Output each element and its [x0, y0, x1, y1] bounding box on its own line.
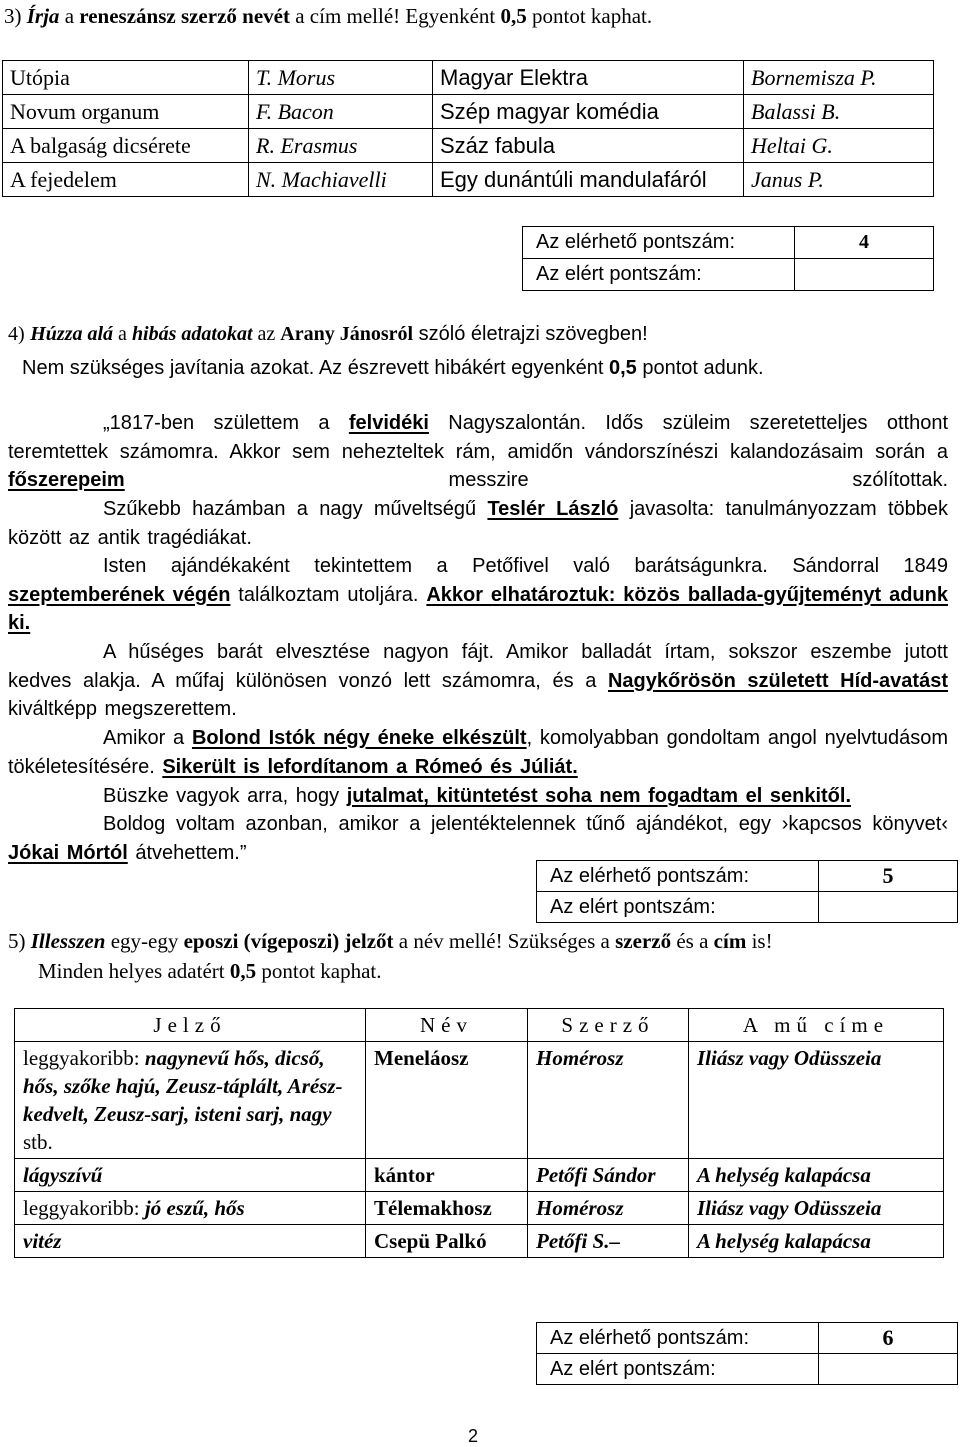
q3-author: Bornemisza P. — [744, 61, 934, 95]
q4-text: átvehettem.” — [127, 841, 247, 864]
q4-verb: Húzza alá — [30, 323, 114, 345]
q4-text: Boldog voltam azonban, amikor a jelentéktelennek tűnő ajándékot, egy ›kapcsos könyvet‹ — [103, 813, 948, 835]
q4-instruction — [8, 323, 648, 346]
table-row — [3, 61, 934, 95]
name-cell: kántor — [366, 1159, 528, 1192]
q3-work: Magyar Elektra — [433, 61, 744, 95]
q3-author: N. Machiavelli — [249, 163, 433, 197]
q4-text: szóló életrajzi szövegben! — [413, 323, 648, 345]
q4-text: kiváltképp megszerettem. — [8, 698, 237, 721]
table-header-row — [15, 1009, 944, 1042]
q5-points: 0,5 — [229, 959, 257, 983]
q4-text: találkoztam utoljára. — [230, 583, 427, 606]
q3-author: R. Erasmus — [249, 129, 433, 163]
name-cell: Télemakhosz — [366, 1192, 528, 1225]
column-header: Jelző — [15, 1009, 366, 1042]
table-row — [3, 129, 934, 163]
name-cell: Csepü Palkó — [366, 1225, 528, 1258]
error-underline[interactable]: Nagykőrösön született Híd-avatást — [607, 669, 948, 692]
q5-text: Minden helyes adatért — [38, 959, 230, 983]
error-underline[interactable]: Jókai Mórtól — [8, 841, 128, 864]
max-score-label: Az elérhető pontszám: — [523, 227, 795, 259]
q3-work: A balgaság dicsérete — [3, 129, 249, 163]
q4-text: , komolyabban gondoltam angol nyelvtudásom tökéletesítésére. — [8, 727, 948, 778]
achieved-score-field[interactable] — [819, 892, 958, 923]
q4-text: Amikor a — [103, 727, 192, 749]
q5-verb: Illesszen — [30, 929, 106, 953]
q4-number: 4) — [8, 323, 25, 345]
q4-highlight-name: Arany Jánosról — [280, 323, 414, 345]
q4-text: a — [113, 323, 132, 345]
q3-text: a — [59, 4, 80, 28]
q3-points: 0,5 — [500, 4, 527, 28]
achieved-score-label: Az elért pontszám: — [537, 1354, 819, 1385]
q4-instruction-line2 — [22, 357, 764, 380]
max-score-value: 4 — [795, 227, 934, 259]
achieved-score-field[interactable] — [795, 259, 934, 291]
q3-number: 3) — [4, 4, 22, 28]
q4-paragraph-2 — [8, 495, 948, 552]
q3-work: Szép magyar komédia — [433, 95, 744, 129]
table-row — [3, 95, 934, 129]
max-score-label: Az elérhető pontszám: — [537, 861, 819, 892]
q4-text: messzire szólítottak. — [124, 469, 948, 492]
q5-text: pontot kaphat. — [256, 959, 382, 983]
author-cell: Homérosz — [528, 1042, 689, 1159]
achieved-score-label: Az elért pontszám: — [537, 892, 819, 923]
q4-text: az — [252, 323, 281, 345]
title-cell: A helység kalapácsa — [689, 1225, 944, 1258]
q4-highlight: hibás adatokat — [131, 323, 253, 345]
column-header: Szerző — [528, 1009, 689, 1042]
achieved-score-field[interactable] — [819, 1354, 958, 1385]
epithet: vitéz — [23, 1229, 62, 1253]
table-row — [15, 1042, 944, 1159]
q3-text: a cím mellé! Egyenként — [289, 4, 501, 28]
author-cell: Homérosz — [528, 1192, 689, 1225]
error-underline[interactable]: szeptemberének végén — [8, 583, 231, 606]
epithet-prefix: leggyakoribb: — [23, 1046, 145, 1070]
q3-author: F. Bacon — [249, 95, 433, 129]
q5-instruction — [8, 929, 773, 954]
q5-number: 5) — [8, 929, 26, 953]
max-score-value: 5 — [819, 861, 958, 892]
title-cell: Iliász vagy Odüsszeia — [689, 1042, 944, 1159]
q3-table — [2, 60, 934, 197]
q3-highlight: reneszánsz szerző nevét — [79, 4, 290, 28]
q4-score-box — [536, 860, 958, 923]
q3-author: Balassi B. — [744, 95, 934, 129]
q4-text: Szűkebb hazámban a nagy műveltségű — [103, 498, 488, 520]
title-cell: A helység kalapácsa — [689, 1159, 944, 1192]
q3-work: Egy dunántúli mandulafáról — [433, 163, 744, 197]
error-underline[interactable]: Bolond Istók négy éneke elkészült — [191, 727, 527, 749]
max-score-label: Az elérhető pontszám: — [537, 1323, 819, 1354]
error-underline[interactable]: Sikerült is lefordítanom a Rómeó és Júliát. — [162, 755, 578, 778]
error-underline[interactable]: felvidéki — [348, 412, 429, 434]
epithet: jó eszű, hős — [144, 1196, 245, 1220]
q4-paragraph-1 — [8, 409, 948, 495]
q5-text: és a — [671, 929, 714, 953]
epithet: nagynevű hős, dicső, hős, szőke hajú, Zeusz-táplált, Arész-kedvelt, Zeusz-sarj, isteni sarj, nagy — [23, 1046, 343, 1126]
title-cell: Iliász vagy Odüsszeia — [689, 1192, 944, 1225]
q4-text: Nem szükséges javítania azokat. Az észrevett hibákért egyenként — [22, 357, 609, 379]
error-underline[interactable]: Teslér László — [487, 498, 619, 520]
q4-paragraph-7 — [8, 810, 948, 867]
q5-text: egy-egy — [105, 929, 184, 953]
q5-highlight: cím — [713, 929, 747, 953]
q4-paragraph-3 — [8, 552, 948, 638]
q5-highlight: eposzi (vígeposzi) jelzőt — [183, 929, 394, 953]
q3-instruction — [4, 4, 652, 29]
q5-table — [14, 1008, 944, 1258]
q4-text: „1817-ben születtem a — [103, 412, 349, 434]
q4-points: 0,5 — [608, 357, 637, 379]
table-row — [15, 1192, 944, 1225]
q3-work: Utópia — [3, 61, 249, 95]
achieved-score-label: Az elért pontszám: — [523, 259, 795, 291]
table-row — [15, 1159, 944, 1192]
q4-paragraph-4 — [8, 638, 948, 724]
q3-text: pontot kaphat. — [526, 4, 653, 28]
error-underline[interactable]: jutalmat, kitüntetést soha nem fogadtam el senkitől. — [346, 785, 852, 807]
author-cell: Petőfi S.– — [528, 1225, 689, 1258]
name-cell: Meneláosz — [366, 1042, 528, 1159]
q4-text: A hűséges barát elvesztése nagyon fájt. Amikor balladát írtam, sokszor eszembe jutott kedves alakja. A műfaj különösen vonzó lett számomra, és a — [8, 641, 948, 692]
q4-text: javasolta: tanulmányozzam többek között az antik tragédiákat. — [8, 498, 948, 549]
table-row — [3, 163, 934, 197]
q4-text: Isten ajándékaként tekintettem a Petőfivel való barátságunkra. Sándorral 1849 — [103, 555, 948, 577]
q4-paragraph-5 — [8, 724, 948, 781]
column-header: Név — [366, 1009, 528, 1042]
q5-text: is! — [746, 929, 773, 953]
q4-text: Büszke vagyok arra, hogy — [103, 785, 347, 807]
q5-score-box — [536, 1322, 958, 1385]
max-score-value: 6 — [819, 1323, 958, 1354]
epithet-cell — [15, 1042, 366, 1159]
epithet-prefix: leggyakoribb: — [23, 1196, 145, 1220]
q3-verb: Írja — [26, 4, 60, 28]
epithet-cell — [15, 1225, 366, 1258]
error-underline[interactable]: főszerepeim — [8, 469, 125, 492]
epithet-cell — [15, 1192, 366, 1225]
q5-text: a név mellé! Szükséges a — [393, 929, 616, 953]
page-number: 2 — [468, 1426, 479, 1446]
q3-score-box — [522, 226, 934, 291]
q3-work: Száz fabula — [433, 129, 744, 163]
error-underline[interactable]: Akkor elhatároztuk: közös ballada-gyűjteményt adunk ki. — [8, 583, 948, 635]
q3-author: T. Morus — [249, 61, 433, 95]
q3-work: Novum organum — [3, 95, 249, 129]
q3-author: Heltai G. — [744, 129, 934, 163]
q5-instruction-line2 — [38, 959, 382, 984]
q4-paragraph-6 — [8, 782, 948, 811]
q4-text: Nagyszalontán. Idős szüleim szeretetteljes otthont teremtettek számomra. Akkor sem nehezteltek rám, amidőn vándorszínészi kalandozásaim során a — [8, 412, 949, 463]
epithet-suffix: stb. — [23, 1130, 53, 1154]
author-cell: Petőfi Sándor — [528, 1159, 689, 1192]
q3-author: Janus P. — [744, 163, 934, 197]
column-header: A mű címe — [689, 1009, 944, 1042]
q4-text: pontot adunk. — [636, 357, 764, 379]
q3-work: A fejedelem — [3, 163, 249, 197]
epithet: lágyszívű — [23, 1163, 103, 1187]
q5-highlight: szerző — [615, 929, 672, 953]
epithet-cell — [15, 1159, 366, 1192]
table-row — [15, 1225, 944, 1258]
